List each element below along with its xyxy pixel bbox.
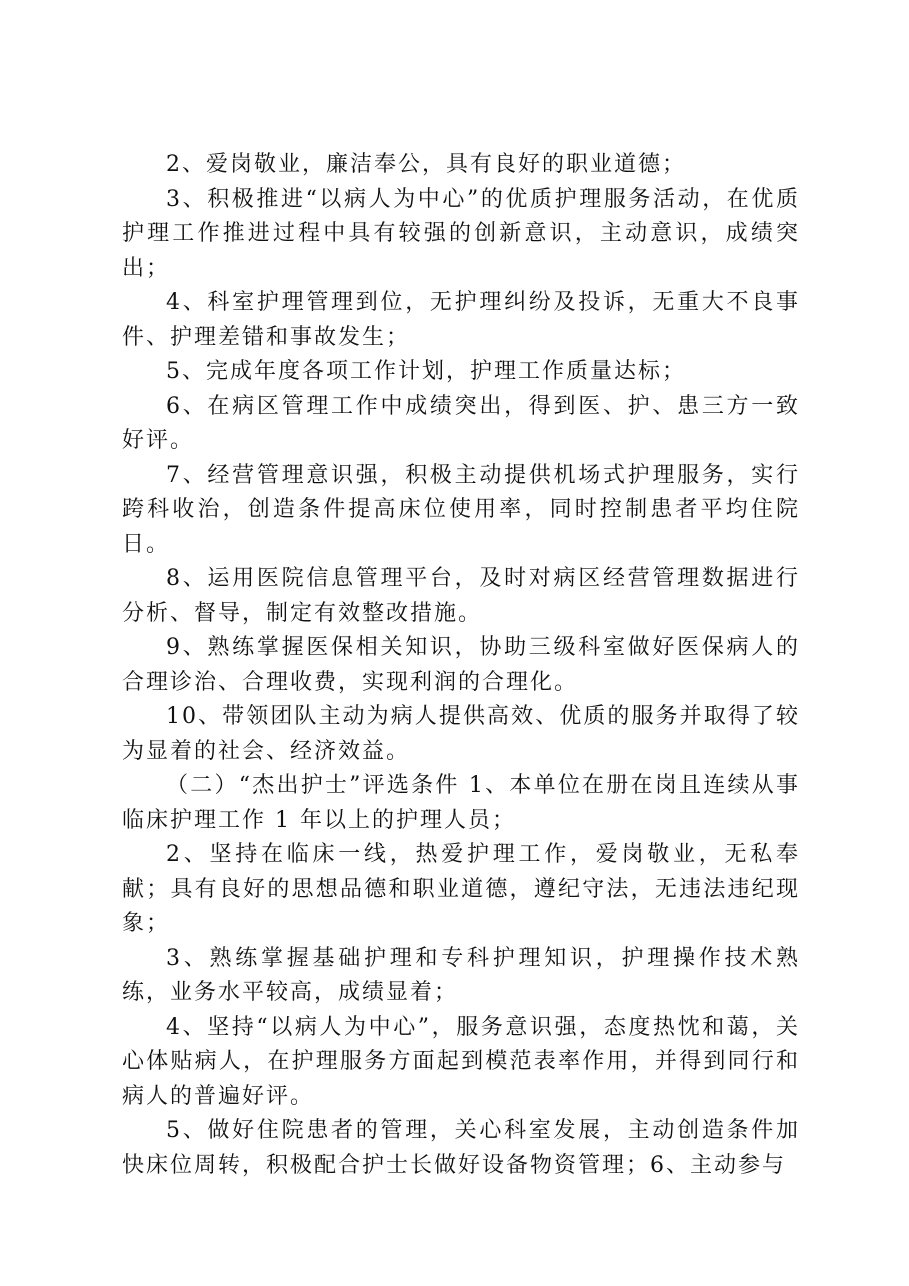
paragraph-item-7: 7、经营管理意识强，积极主动提供机场式护理服务，实行跨科收治，创造条件提高床位使用率，同时控制患者平均住院日。 xyxy=(122,462,800,557)
paragraph-criteria-3: 3、熟练掌握基础护理和专科护理知识，护理操作技术熟练，业务水平较高，成绩显着； xyxy=(122,945,800,1005)
paragraph-criteria-5: 5、做好住院患者的管理，关心科室发展，主动创造条件加快床位周转，积极配合护士长做好设备物资管理；6、主动参与 xyxy=(122,1118,800,1178)
paragraph-criteria-2: 2、坚持在临床一线，热爱护理工作，爱岗敬业，无私奉献；具有良好的思想品德和职业道德，遵纪守法，无违法违纪现象； xyxy=(122,842,800,936)
paragraph-item-9: 9、熟练掌握医保相关知识，协助三级科室做好医保病人的合理诊治、合理收费，实现利润的合理化。 xyxy=(122,635,800,695)
section-heading-outstanding-nurse: （二）“杰出护士”评选条件 1、本单位在册在岗且连续从事临床护理工作 1 年以上的护理人员； xyxy=(122,773,800,833)
paragraph-item-5: 5、完成年度各项工作计划，护理工作质量达标； xyxy=(166,359,686,384)
paragraph-item-6: 6、在病区管理工作中成绩突出，得到医、护、患三方一致好评。 xyxy=(122,393,800,453)
paragraph-criteria-4: 4、坚持“以病人为中心”，服务意识强，态度热忱和蔼，关心体贴病人，在护理服务方面起到模范表率作用，并得到同行和病人的普遍好评。 xyxy=(122,1014,800,1109)
paragraph-item-2: 2、爱岗敬业，廉洁奉公，具有良好的职业道德； xyxy=(166,152,686,177)
paragraph-item-4: 4、科室护理管理到位，无护理纠纷及投诉，无重大不良事件、护理差错和事故发生； xyxy=(122,290,800,350)
paragraph-item-8: 8、运用医院信息管理平台，及时对病区经营管理数据进行分析、督导，制定有效整改措施。 xyxy=(122,566,800,626)
paragraph-item-10: 10、带领团队主动为病人提供高效、优质的服务并取得了较为显着的社会、经济效益。 xyxy=(122,704,800,764)
paragraph-item-3: 3、积极推进“以病人为中心”的优质护理服务活动，在优质护理工作推进过程中具有较强的创新意识，主动意识，成绩突出； xyxy=(122,186,800,281)
document-body xyxy=(122,148,800,1183)
